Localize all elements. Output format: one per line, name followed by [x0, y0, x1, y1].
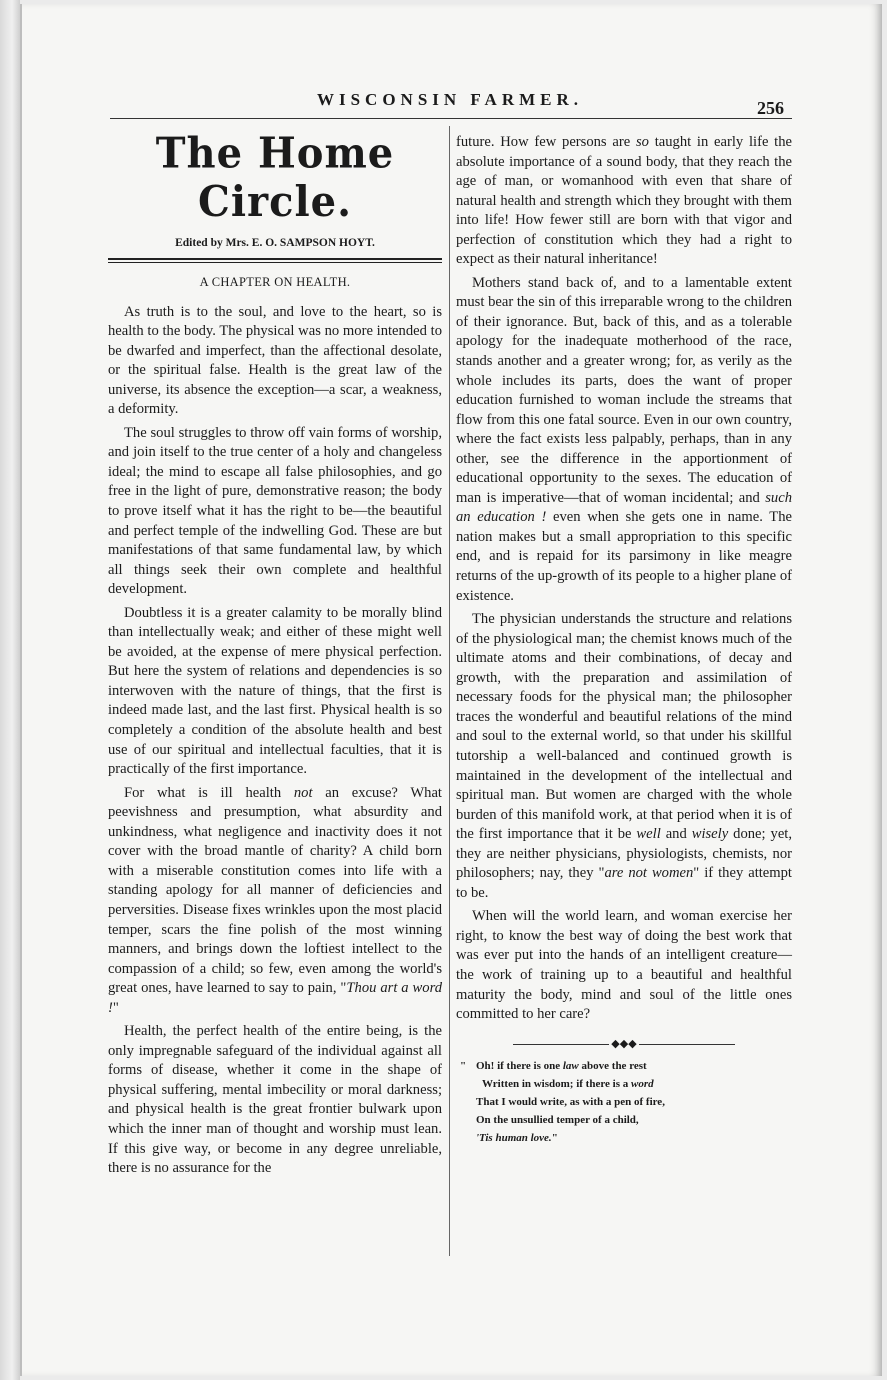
- paragraph: [108, 784, 442, 1019]
- emphasis: word: [631, 1077, 654, 1090]
- book-binding: [0, 0, 20, 1380]
- emphasis: law: [562, 1059, 579, 1072]
- poem-line: On the unsullied temper of a child,: [476, 1113, 639, 1126]
- poem-line: [476, 1057, 792, 1075]
- text-run: ": [112, 999, 119, 1016]
- poem: [456, 1057, 792, 1147]
- emphasis: so: [635, 134, 649, 150]
- ornament-divider: ◆◆◆: [456, 1037, 792, 1051]
- article-title: A CHAPTER ON HEALTH.: [199, 275, 351, 289]
- paragraph: The soul struggles to throw off vain forms of worship, and join itself to the true center of a holy and changeless ideal; the mind to escape all false philosophies, and go free in the light of pure, demonstrative reason; the body to prove itself what it has the right to be—the beautiful and perfect temple of the indwelling God. These are but manifestations of that same fundamental law, by which all things seek their own complete and healthful development.: [108, 424, 442, 598]
- text-run: The physician understands the structure and relations of the physiological man; the chemist knows much of the ultimate atoms and their combinations, of decay and growth, with the preparation and assimilation of necessary foods for the physical man; the philosopher traces the wonderful and beautiful relations of the mind and soul to the external world, so that under his skillful tutorship a well-balanced and continued growth is maintained in the development of the intellectual and spiritual man. But women are charged with the whole burden of this manifold work, at that period when it is of the first importance that it be: [456, 611, 792, 843]
- paragraph: [456, 610, 792, 903]
- masthead-rule: [108, 258, 442, 263]
- text-run: even when she gets one in name. The nation makes but a small appropriation to this specific end, and is repaid for its parsimony in like meagre returns of the up-growth of its people to a higher plane of existence.: [456, 509, 792, 604]
- running-head: WISCONSIN FARMER.: [316, 90, 584, 109]
- emphasis: are not women: [604, 865, 694, 882]
- column-rule: [449, 126, 450, 1256]
- emphasis: well: [636, 826, 661, 843]
- poem-line: [476, 1129, 792, 1147]
- text-run: above the rest: [578, 1059, 647, 1072]
- paragraph: [456, 274, 792, 606]
- text-run: future. How few persons are: [456, 134, 636, 150]
- header-rule: [110, 118, 792, 119]
- emphasis: wisely: [691, 826, 729, 843]
- text-run: " if they attempt to be.: [456, 865, 792, 901]
- text-run: and: [660, 826, 692, 843]
- paragraph: As truth is to the soul, and love to the heart, so is health to the body. The physical was no more intended to be dwarfed and imperfect, than the affectional desolate, or the spiritual false. Health is the great law of the universe, its absence the exception—a scar, a weakness, a deformity.: [108, 303, 442, 418]
- paragraph: When will the world learn, and woman exercise her right, to know the best way of doing the best work that was ever put into the hands of an intelligent creature—the work of training up to a beautiful and healthful maturity the body, mind and soul of the little ones committed to her care?: [456, 908, 792, 1023]
- emphasis: not: [293, 784, 313, 801]
- text-run: For what is ill health: [124, 784, 294, 801]
- section-masthead: The Home Circle.: [155, 128, 395, 227]
- text-run: an excuse? What peevishness and presumption, what absurdity and unkindness, what negligence and inactivity does it not cover with the broad mantle of charity? A child born with a miserable constitution comes into life with a standing apology for all manner of deficiencies and perversities. Disease fixes wrinkles upon the most placid temper, scars the fine polish of the most winning manners, and brings down the loftiest intellect to the compassion of a child; so few, even among the world's great ones, have learned to say to pain, ": [108, 784, 442, 997]
- poem-line: [476, 1075, 792, 1093]
- text-run: Mothers stand back of, and to a lamentable extent must bear the sin of this irreparable wrong to the children of their ignorance. But, back of this, and as a tolerable apology for the inadequate motherhood of the race, stands another and a greater wrong; for, as verily as the whole includes its parts, does the want of proper education furnished to woman include the streams that flow from this one fatal source. Even in our own country, where the fact exists less palpably, perhaps, than in any other, see the difference in the apportionment of educational opportunity to the sexes. The education of man is imperative—that of woman incidental; and: [456, 274, 792, 506]
- emphasis: 'Tis human love.: [476, 1131, 552, 1144]
- text-run: Written in wisdom; if there is a: [482, 1077, 631, 1090]
- emphasis: such an education !: [456, 489, 792, 526]
- editor-line: Edited by Mrs. E. O. SAMPSON HOYT.: [175, 237, 375, 249]
- paragraph: Doubtless it is a greater calamity to be morally blind than intellectually weak; and either of these might well be avoided, at the expense of mere physical perfection. But here the system of relations and dependencies is so interwoven with the nature of things, that the first is indeed made last, and the last first. Physical health is so completely a condition of the absolute health and best use of our spiritual and intellectual faculties, that it is practically of the first importance.: [108, 604, 442, 778]
- left-column: [108, 130, 442, 1183]
- poem-open-quote: ": [460, 1059, 467, 1072]
- text-run: Oh! if there is one: [476, 1059, 563, 1072]
- page-number: 256: [757, 98, 784, 118]
- text-run: taught in early life the absolute importance of a sound body, that they reach the age of man, or womanhood with even that share of natural health and strength which they brought with them into life! How fewer still are born with that vigor and perfection of constitution which they had a right to expect as their natural inheritance!: [456, 134, 793, 268]
- text-run: done; yet, they are neither physicians, physiologists, chemists, nor philosophers; nay, they ": [456, 826, 792, 882]
- text-run: ": [551, 1131, 558, 1144]
- emphasis: Thou art a word !: [108, 980, 442, 1016]
- poem-line: That I would write, as with a pen of fire,: [476, 1095, 665, 1108]
- right-column: [456, 133, 792, 1147]
- paragraph: [456, 133, 792, 270]
- paragraph: Health, the perfect health of the entire being, is the only impregnable safeguard of the individual against all forms of disease, whether it come in the shape of physical suffering, mental imbecility or moral darkness; and physical health is the great frontier bulwark upon which the inner man of thought and worship must lean. If this give way, or become in any degree unreliable, there is no assurance for the: [108, 1023, 442, 1177]
